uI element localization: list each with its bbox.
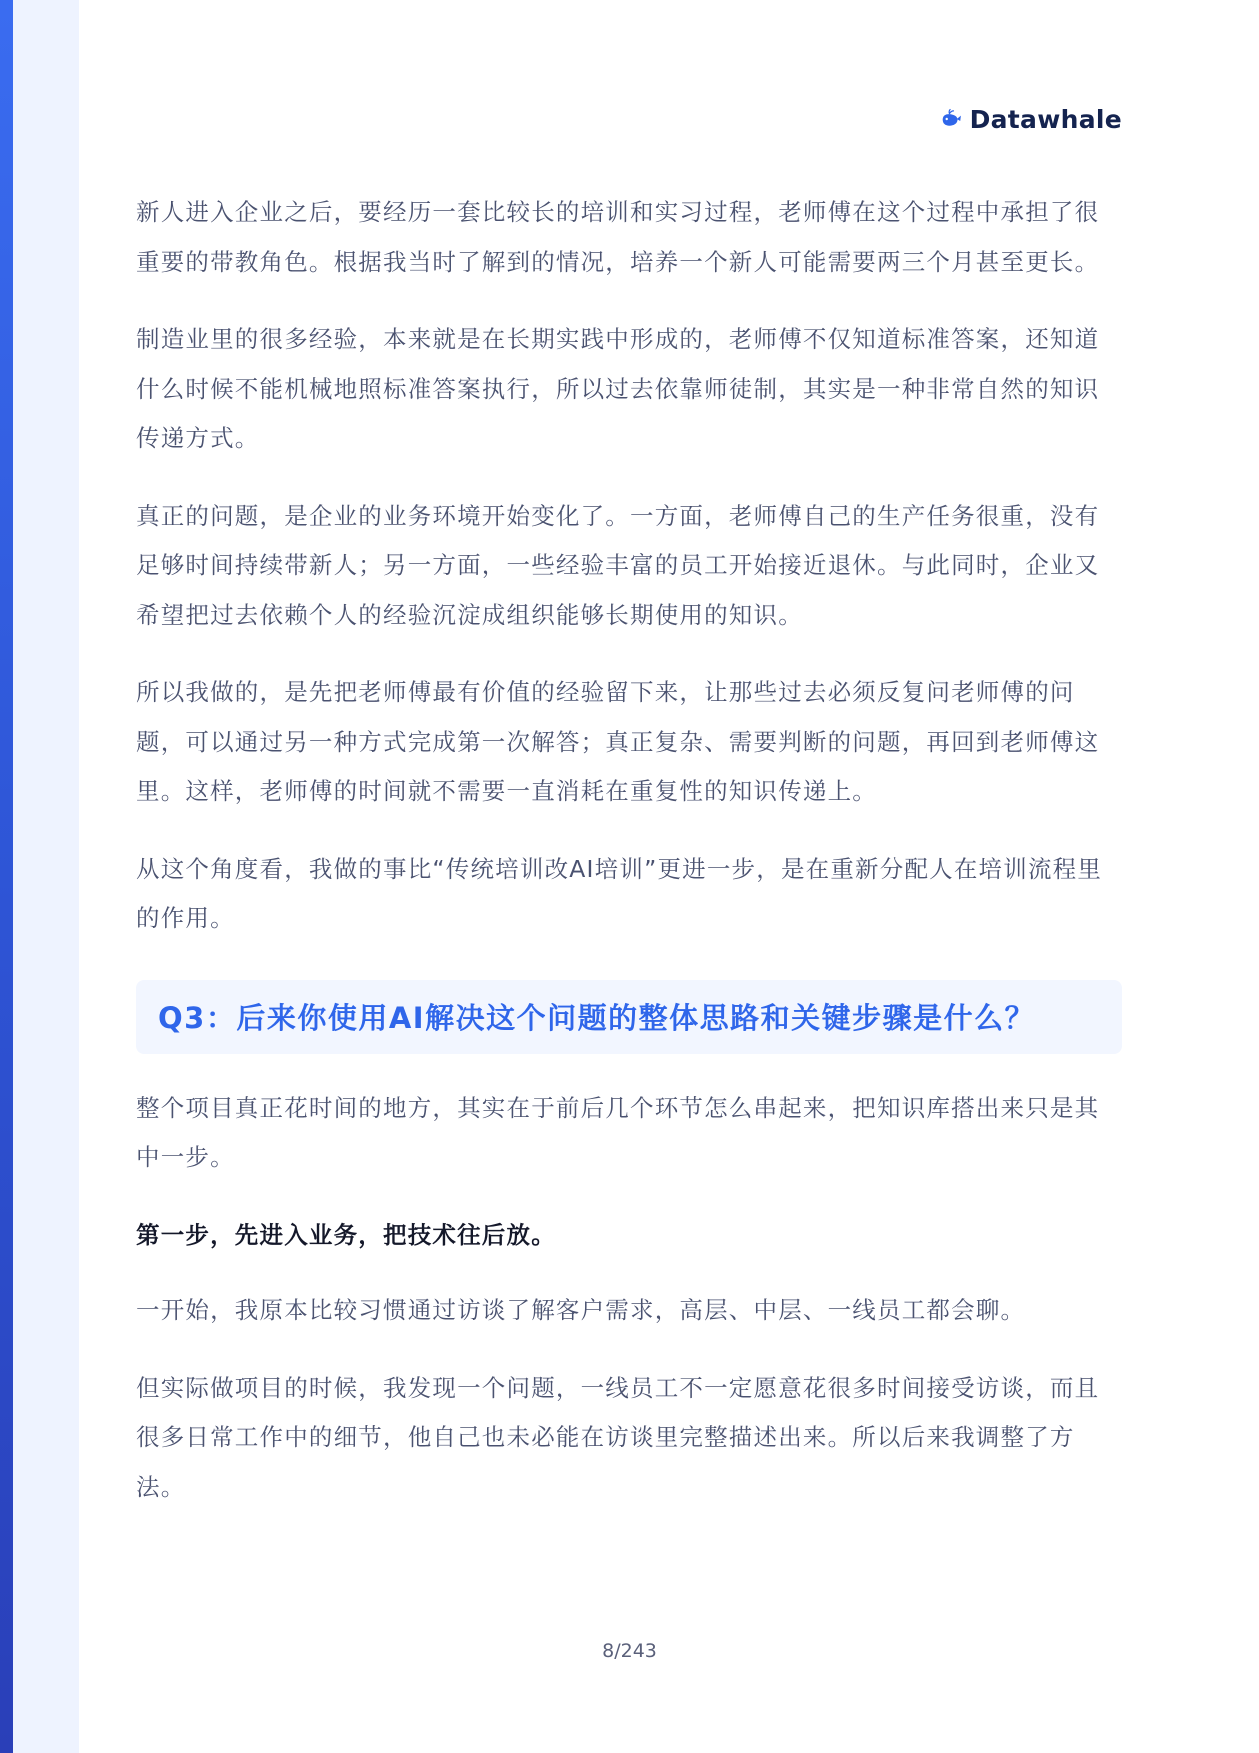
page-number: 8/243 [602,1640,657,1662]
paragraph: 一开始，我原本比较习惯通过访谈了解客户需求，高层、中层、一线员工都会聊。 [136,1296,1026,1324]
paragraph: 制造业里的很多经验，本来就是在长期实践中形成的，老师傅不仅知道标准答案，还知道什么时候不能机械地照标准答案执行，所以过去依靠师徒制，其实是一种非常自然的知识传递方式。 [136,325,1100,452]
paragraph: 真正的问题，是企业的业务环境开始变化了。一方面，老师傅自己的生产任务很重，没有足够时间持续带新人；另一方面，一些经验丰富的员工开始接近退休。与此同时，企业又希望把过去依赖个人的经验沉淀成组织能够长期使用的知识。 [136,501,1100,629]
question-heading: Q3：后来你使用AI解决这个问题的整体思路和关键步骤是什么？ [158,1001,1036,1035]
side-accent-bar [0,0,13,1753]
paragraph: 所以我做的，是先把老师傅最有价值的经验留下来，让那些过去必须反复问老师傅的问题，可以通过另一种方式完成第一次解答；真正复杂、需要判断的问题，再回到老师傅这里。这样，老师傅的时间就不需要一直消耗在重复性的知识传递上。 [136,678,1100,805]
side-panel [13,0,79,1753]
article-content [136,188,1122,1540]
paragraph: 整个项目真正花时间的地方，其实在于前后几个环节怎么串起来，把知识库搭出来只是其中一步。 [136,1093,1100,1171]
whale-icon [940,104,962,134]
step-heading: 第一步，先进入业务，把技术往后放。 [136,1220,556,1249]
paragraph: 但实际做项目的时候，我发现一个问题，一线员工不一定愿意花很多时间接受访谈，而且很多日常工作中的细节，他自己也未必能在访谈里完整描述出来。所以后来我调整了方法。 [136,1373,1100,1501]
question-heading-box [136,980,1122,1054]
paragraph: 从这个角度看，我做的事比“传统培训改AI培训”更进一步，是在重新分配人在培训流程里的作用。 [136,854,1103,932]
paragraph: 新人进入企业之后，要经历一套比较长的培训和实习过程，老师傅在这个过程中承担了很重要的带教角色。根据我当时了解到的情况，培养一个新人可能需要两三个月甚至更长。 [136,198,1100,276]
logo-text: Datawhale [969,104,1122,134]
datawhale-logo [940,100,1122,138]
